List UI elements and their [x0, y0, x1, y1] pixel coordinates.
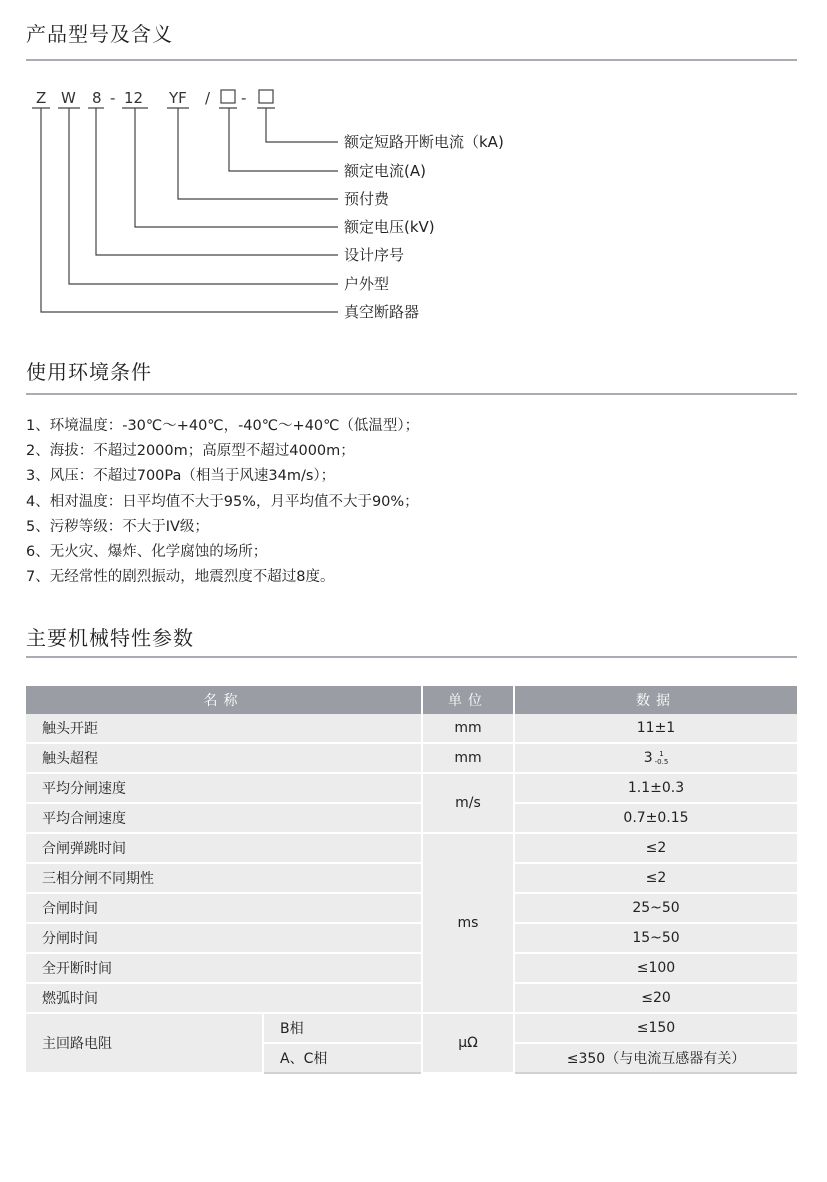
row-name: 三相分闸不同期性: [26, 863, 422, 893]
leader-rated-voltage: [135, 108, 338, 227]
code-char-dash-1: -: [110, 89, 116, 107]
code-char-12: 12: [124, 89, 144, 107]
row-value: 0.7±0.15: [514, 803, 797, 833]
overtravel-tolerance-upper: 1: [659, 750, 664, 758]
table-row: [26, 803, 797, 833]
leader-prepaid: [178, 108, 338, 199]
row-name: 平均分闸速度: [26, 773, 422, 803]
table-row: [26, 773, 797, 803]
row-subname: A、C相: [263, 1043, 422, 1073]
row-name: 燃弧时间: [26, 983, 422, 1013]
condition-wind-pressure: 3、风压：不超过700Pa（相当于风速34m/s）；: [26, 468, 336, 485]
breaking-current-placeholder-box: [259, 90, 273, 103]
overtravel-tolerance-lower: -0.5: [654, 758, 669, 766]
table-row: [26, 833, 797, 863]
condition-no-fire: 6、无火灾、爆炸、化学腐蚀的场所；: [26, 544, 268, 561]
condition-pollution: 5、污秽等级：不大于IV级；: [26, 518, 209, 535]
condition-altitude: 2、海拔：不超过2000m；高原型不超过4000m；: [26, 443, 355, 460]
row-subname: B相: [263, 1013, 422, 1043]
table-row: [26, 953, 797, 983]
row-name: 触头超程: [26, 743, 422, 773]
row-name: 全开断时间: [26, 953, 422, 983]
meaning-design-serial: 设计序号: [344, 246, 405, 264]
code-char-dash-2: -: [241, 89, 247, 107]
table-row: [26, 743, 797, 773]
code-char-w: W: [61, 89, 76, 107]
row-value: ≤350（与电流互感器有关）: [514, 1043, 797, 1073]
condition-no-vibration: 7、无经常性的剧烈振动，地震烈度不超过8度。: [26, 569, 335, 586]
row-value: 1.1±0.3: [514, 773, 797, 803]
row-unit: μΩ: [422, 1013, 514, 1073]
leader-rated-current: [229, 108, 338, 171]
code-char-slash: /: [205, 89, 211, 107]
row-value: ≤100: [514, 953, 797, 983]
row-value: ≤2: [514, 863, 797, 893]
meaning-prepaid: 预付费: [344, 190, 390, 208]
row-unit: m/s: [422, 773, 514, 833]
row-unit: ms: [422, 833, 514, 1013]
table-header-row: [26, 686, 797, 714]
leader-outdoor: [69, 108, 338, 284]
row-name: 合闸弹跳时间: [26, 833, 422, 863]
table-row: [26, 923, 797, 953]
row-value: 11±1: [514, 714, 797, 743]
row-name: 平均合闸速度: [26, 803, 422, 833]
table-row: [26, 714, 797, 743]
row-name: 触头开距: [26, 714, 422, 743]
conditions-section-divider: [26, 393, 797, 395]
specs-table: [26, 686, 797, 1074]
rated-current-placeholder-box: [221, 90, 235, 103]
model-section-title: 产品型号及含义: [26, 22, 173, 46]
conditions-list: [26, 414, 419, 590]
meaning-rated-current: 额定电流(A): [344, 162, 426, 180]
condition-temperature: 1、环境温度：-30℃～+40℃，-40℃～+40℃（低温型）；: [26, 418, 420, 434]
meaning-vacuum-breaker: 真空断路器: [344, 303, 420, 321]
row-value: 15~50: [514, 923, 797, 953]
leader-vacuum-breaker: [41, 108, 338, 312]
meaning-outdoor: 户外型: [344, 275, 390, 293]
condition-humidity: 4、相对温度：日平均值不大于95%，月平均值不大于90%；: [26, 493, 419, 510]
meaning-rated-voltage: 额定电压(kV): [344, 218, 435, 236]
meaning-breaking-current: 额定短路开断电流（kA): [344, 133, 504, 151]
code-char-8: 8: [92, 89, 102, 107]
row-value: ≤20: [514, 983, 797, 1013]
table-row: [26, 863, 797, 893]
row-value: [514, 743, 797, 773]
leader-design-serial: [96, 108, 338, 255]
row-name: 主回路电阻: [26, 1013, 263, 1073]
row-name: 分闸时间: [26, 923, 422, 953]
row-unit: mm: [422, 743, 514, 773]
header-value: 数据: [514, 686, 797, 714]
leader-breaking-current: [266, 108, 338, 142]
overtravel-value: 3: [643, 750, 653, 766]
row-value: ≤150: [514, 1013, 797, 1043]
row-unit: mm: [422, 714, 514, 743]
header-name: 名称: [26, 686, 422, 714]
row-value: ≤2: [514, 833, 797, 863]
model-code-diagram: [0, 0, 827, 340]
table-row: [26, 893, 797, 923]
row-value: 25~50: [514, 893, 797, 923]
table-row: [26, 983, 797, 1013]
code-char-z: Z: [36, 89, 47, 107]
row-name: 合闸时间: [26, 893, 422, 923]
table-row: [26, 1013, 797, 1043]
header-unit: 单位: [422, 686, 514, 714]
code-char-yf: YF: [169, 89, 187, 107]
overtravel-tolerance: [655, 750, 669, 766]
specs-section-title: 主要机械特性参数: [26, 626, 194, 650]
conditions-section-title: 使用环境条件: [26, 360, 152, 384]
specs-section-divider: [26, 656, 797, 658]
